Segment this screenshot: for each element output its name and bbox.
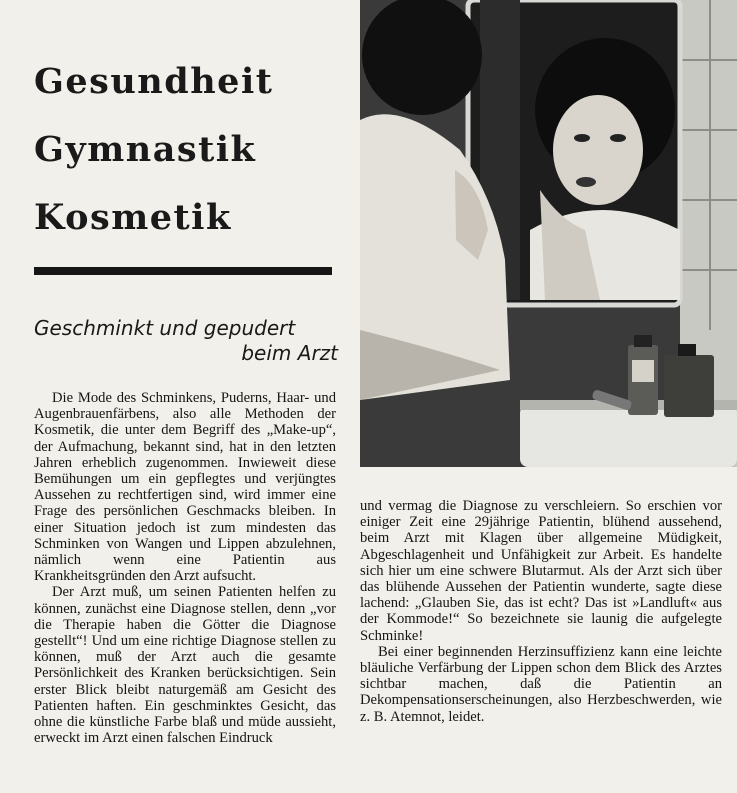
headline-line-1: Geschminkt und gepudert	[34, 316, 296, 340]
photo-illustration	[360, 0, 737, 467]
photo-woman-applying-lipstick	[360, 0, 737, 467]
article-column-2	[360, 498, 722, 725]
masthead-line-health: Gesundheit	[34, 61, 274, 102]
paragraph: Die Mode des Schminkens, Puderns, Haar- und Augenbrauenfärbens, also alle Methoden der Kosmetik, die unter dem Begriff des „Make-up“, der Aufmachung, bekannt sind, hat in den letzten Jahren erheblich zugenommen. Inwieweit diese Bemühungen um ein gepflegtes und verjüngtes Aussehen zu rechtfertigen sind, wird immer eine Frage des persönlichen Geschmacks bleiben. In einer Situation jedoch ist zum mindesten das Schminken von Wangen und Lippen abzulehnen, nämlich wenn eine Patientin aus Krankheitsgründen den Arzt aufsucht.	[34, 390, 336, 585]
paragraph: und vermag die Diagnose zu verschleiern. So erschien vor einiger Zeit eine 29jährige Patientin, blühend aussehend, beim Arzt mit Klagen über allgemeine Müdigkeit, Abgeschlagenheit und Unfähigkeit zur Arbeit. Es handelte sich hier um eine schwere Blutarmut. Als der Arzt sich über das blühende Aussehen der Patientin wunderte, sagte diese lachend: „Glauben Sie, das ist echt? Das ist »Landluft« aus der Kommode!“ So bezeichnete sie launig die aufgelegte Schminke!	[360, 498, 722, 644]
headline-line-2: beim Arzt	[241, 341, 338, 365]
masthead-line-cosmetics: Kosmetik	[34, 197, 232, 238]
paragraph: Bei einer beginnenden Herzinsuffizienz kann eine leichte bläuliche Verfärbung der Lippen schon dem Blick des Arztes sichtbar machen, daß die Patientin an Dekompensationserscheinungen, also Herzbeschwerden, wie z. B. Atemnot, leidet.	[360, 643, 722, 725]
masthead-line-gymnastics: Gymnastik	[34, 129, 257, 170]
paragraph: Der Arzt muß, um seinen Patienten helfen zu können, zunächst eine Diagnose stellen, denn „vor die Therapie haben die Götter die Diagnose gestellt“! Und um eine richtige Diagnose stellen zu können, muß der Arzt auch die gesamte Persönlichkeit des Kranken berücksichtigen. Sein erster Blick bleibt naturgemäß am Gesicht des Patienten haften. Ein geschminktes Gesicht, das ohne die künstliche Farbe blaß und müde aussieht, erweckt im Arzt einen falschen Eindruck	[34, 584, 336, 747]
masthead-rule	[34, 267, 332, 275]
article-headline	[34, 316, 340, 366]
article-column-1	[34, 390, 336, 746]
section-masthead	[34, 48, 334, 252]
